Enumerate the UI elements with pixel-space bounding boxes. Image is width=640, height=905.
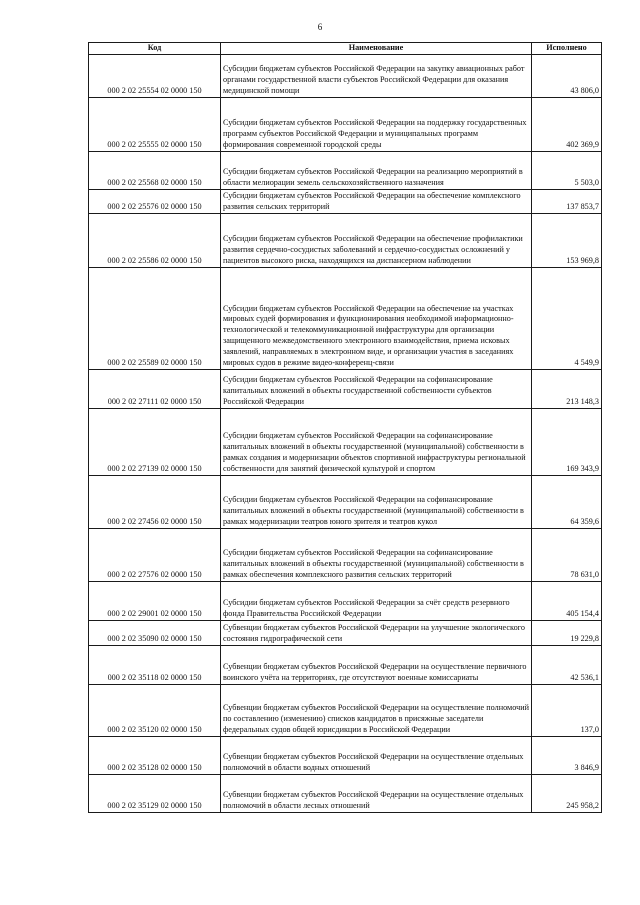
row-code: 000 2 02 25576 02 0000 150 xyxy=(89,190,221,214)
row-code: 000 2 02 35090 02 0000 150 xyxy=(89,621,221,646)
row-name: Субвенции бюджетам субъектов Российской Федерации на осуществление отдельных полномочий в области водных отношений xyxy=(221,737,532,775)
row-name: Субвенции бюджетам субъектов Российской Федерации на осуществление отдельных полномочий в области лесных отношений xyxy=(221,775,532,813)
row-value: 3 846,9 xyxy=(532,737,602,775)
row-code: 000 2 02 27456 02 0000 150 xyxy=(89,476,221,529)
row-code: 000 2 02 35128 02 0000 150 xyxy=(89,737,221,775)
table-row xyxy=(89,98,602,152)
table-row xyxy=(89,529,602,582)
row-name: Субсидии бюджетам субъектов Российской Федерации на софинансирование капитальных вложений в объекты государственной (муниципальной) собственности в рамках создания и модернизации объектов спортивной инфраструктуры региональной собственности для занятий физической культурой и спортом xyxy=(221,409,532,476)
row-value: 42 536,1 xyxy=(532,646,602,685)
row-code: 000 2 02 27576 02 0000 150 xyxy=(89,529,221,582)
row-value: 402 369,9 xyxy=(532,98,602,152)
table-row xyxy=(89,409,602,476)
row-name: Субсидии бюджетам субъектов Российской Федерации на поддержку государственных программ субъектов Российской Федерации и муниципальных программ формирования современной городской среды xyxy=(221,98,532,152)
row-code: 000 2 02 25568 02 0000 150 xyxy=(89,152,221,190)
row-name: Субсидии бюджетам субъектов Российской Федерации на обеспечение на участках мировых судей формирования и функционирования необходимой информационно-технологической и телекоммуникационной инфраструктуры для организации защищенного межведомственного электронного взаимодействия, приема исковых заявлений, направляемых в электронном виде, и организации участия в заседаниях мировых судов в режиме видео-конференц-связи xyxy=(221,268,532,370)
table-row xyxy=(89,737,602,775)
row-value: 137,0 xyxy=(532,685,602,737)
row-name: Субвенции бюджетам субъектов Российской Федерации на улучшение экологического состояния гидрографической сети xyxy=(221,621,532,646)
row-name: Субсидии бюджетам субъектов Российской Федерации на реализацию мероприятий в области мелиорации земель сельскохозяйственного назначения xyxy=(221,152,532,190)
table-row xyxy=(89,476,602,529)
table-row xyxy=(89,190,602,214)
row-code: 000 2 02 35120 02 0000 150 xyxy=(89,685,221,737)
table-row xyxy=(89,646,602,685)
table-row xyxy=(89,214,602,268)
row-code: 000 2 02 25589 02 0000 150 xyxy=(89,268,221,370)
row-value: 169 343,9 xyxy=(532,409,602,476)
row-value: 137 853,7 xyxy=(532,190,602,214)
row-code: 000 2 02 29001 02 0000 150 xyxy=(89,582,221,621)
row-name: Субвенции бюджетам субъектов Российской Федерации на осуществление полномочий по составлению (изменению) списков кандидатов в присяжные заседатели федеральных судов общей юрисдикции в Российской Федерации xyxy=(221,685,532,737)
row-code: 000 2 02 35118 02 0000 150 xyxy=(89,646,221,685)
row-name: Субсидии бюджетам субъектов Российской Федерации на обеспечение профилактики развития сердечно-сосудистых заболеваний и сердечно-сосудистых осложнений у пациентов высокого риска, находящихся на диспансерном наблюдении xyxy=(221,214,532,268)
table-header-row xyxy=(89,43,602,55)
row-name: Субвенции бюджетам субъектов Российской Федерации на осуществление первичного воинского учёта на территориях, где отсутствуют военные комиссариаты xyxy=(221,646,532,685)
table-row xyxy=(89,685,602,737)
row-code: 000 2 02 35129 02 0000 150 xyxy=(89,775,221,813)
row-value: 4 549,9 xyxy=(532,268,602,370)
row-name: Субсидии бюджетам субъектов Российской Федерации за счёт средств резервного фонда Правительства Российской Федерации xyxy=(221,582,532,621)
row-value: 64 359,6 xyxy=(532,476,602,529)
row-code: 000 2 02 25586 02 0000 150 xyxy=(89,214,221,268)
row-value: 43 806,0 xyxy=(532,55,602,98)
table-row xyxy=(89,370,602,409)
header-value: Исполнено xyxy=(532,43,602,55)
row-code: 000 2 02 25555 02 0000 150 xyxy=(89,98,221,152)
row-code: 000 2 02 25554 02 0000 150 xyxy=(89,55,221,98)
row-value: 19 229,8 xyxy=(532,621,602,646)
row-name: Субсидии бюджетам субъектов Российской Федерации на софинансирование капитальных вложений в объекты государственной (муниципальной) собственности в рамках модернизации театров юного зрителя и театров кукол xyxy=(221,476,532,529)
row-name: Субсидии бюджетам субъектов Российской Федерации на софинансирование капитальных вложений в объекты государственной (муниципальной) собственности в рамках обеспечения комплексного развития сельских территорий xyxy=(221,529,532,582)
header-name: Наименование xyxy=(221,43,532,55)
header-code: Код xyxy=(89,43,221,55)
row-code: 000 2 02 27111 02 0000 150 xyxy=(89,370,221,409)
table-row xyxy=(89,775,602,813)
row-value: 78 631,0 xyxy=(532,529,602,582)
row-name: Субсидии бюджетам субъектов Российской Федерации на обеспечение комплексного развития сельских территорий xyxy=(221,190,532,214)
row-name: Субсидии бюджетам субъектов Российской Федерации на софинансирование капитальных вложений в объекты государственной собственности субъектов Российской Федерации xyxy=(221,370,532,409)
row-name: Субсидии бюджетам субъектов Российской Федерации на закупку авиационных работ органами государственной власти субъектов Российской Федерации для оказания медицинской помощи xyxy=(221,55,532,98)
table-row xyxy=(89,268,602,370)
row-code: 000 2 02 27139 02 0000 150 xyxy=(89,409,221,476)
table-row xyxy=(89,621,602,646)
table-row xyxy=(89,55,602,98)
table-row xyxy=(89,152,602,190)
row-value: 153 969,8 xyxy=(532,214,602,268)
row-value: 245 958,2 xyxy=(532,775,602,813)
table-row xyxy=(89,582,602,621)
row-value: 5 503,0 xyxy=(532,152,602,190)
page-number: 6 xyxy=(317,22,323,32)
row-value: 213 148,3 xyxy=(532,370,602,409)
budget-table xyxy=(88,42,602,813)
row-value: 405 154,4 xyxy=(532,582,602,621)
